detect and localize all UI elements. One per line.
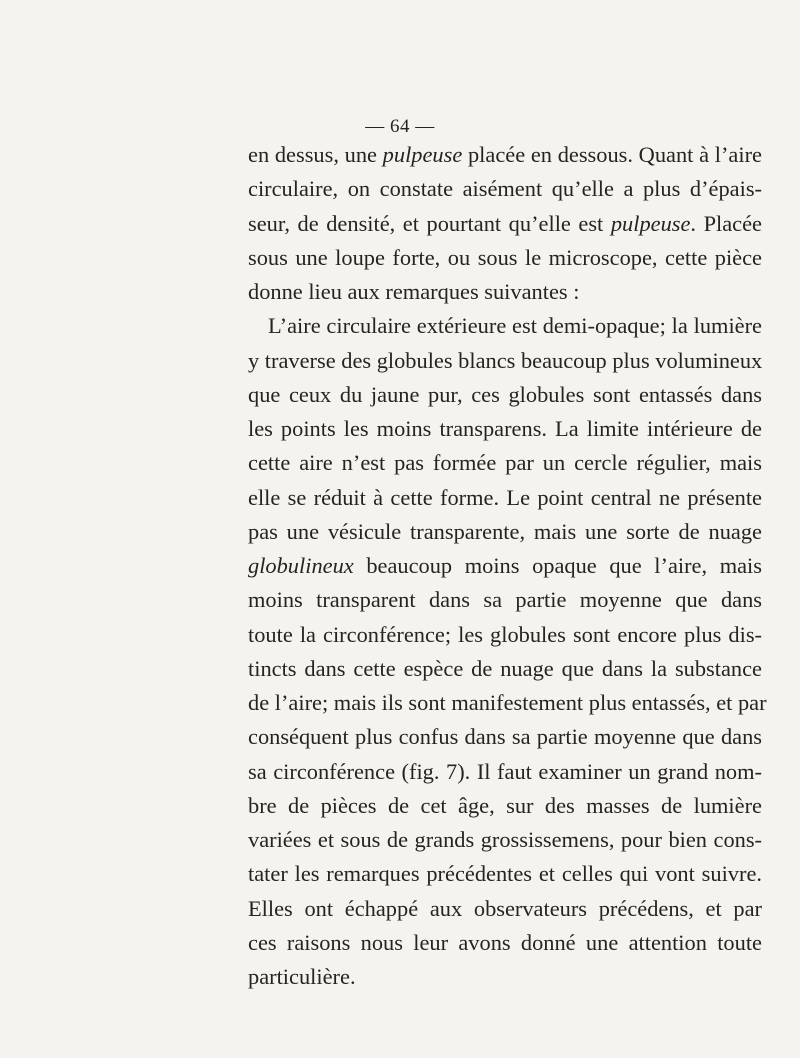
text-line [248, 481, 762, 515]
text-run: Elles ont échappé aux observateurs précédens, et par [248, 895, 762, 921]
text-run: tincts dans cette espèce de nuage que dans la substance [248, 655, 762, 681]
text-run: circulaire, on constate aisément qu’elle a plus d’épais- [248, 176, 762, 202]
text-run: L’aire circulaire extérieure est demi-opaque; la lumière [268, 313, 762, 339]
text-run: ces raisons nous leur avons donné une attention toute [248, 929, 762, 955]
text-run: tater les remarques précédentes et celles qui vont suivre. [248, 861, 762, 887]
text-line [248, 960, 762, 994]
text-line [248, 857, 762, 891]
text-line [248, 720, 762, 754]
text-line [248, 344, 762, 378]
text-line [248, 926, 762, 960]
text-run: elle se réduit à cette forme. Le point central ne présente [248, 484, 762, 510]
text-run: toute la circonférence; les globules sont encore plus dis- [248, 621, 762, 647]
text-line [248, 618, 762, 652]
text-run: placée en dessous. Quant à l’aire [462, 142, 762, 167]
text-run: moins transparent dans sa partie moyenne que dans [248, 587, 762, 613]
text-run: y traverse des globules blancs beaucoup plus volumineux [248, 347, 763, 373]
text-run: de l’aire; mais ils sont manifestement plus entassés, et par [248, 690, 767, 715]
italic-term: pulpeuse [610, 210, 691, 236]
text-run: bre de pièces de cet âge, sur des masses de lumière [248, 792, 762, 818]
text-line [248, 892, 762, 926]
text-run: en dessus, une [248, 142, 383, 167]
body-text [248, 138, 767, 994]
text-run: pas une vésicule transparente, mais une sorte de nuage [248, 518, 762, 544]
text-run: . Placée [690, 210, 762, 236]
italic-term: globulineux [248, 553, 354, 578]
text-line [248, 515, 762, 549]
text-line [248, 241, 762, 275]
text-line [248, 686, 767, 720]
text-line [248, 549, 762, 583]
text-run: donne lieu aux remarques suivantes : [248, 279, 580, 304]
text-run: cette aire n’est pas formée par un cercle régulier, mais [248, 450, 762, 476]
text-line [248, 275, 762, 309]
text-line [248, 378, 762, 412]
text-run: seur, de densité, et pourtant qu’elle est [248, 210, 611, 236]
text-run: les points les moins transparens. La limite intérieure de [248, 416, 762, 441]
text-run: beaucoup moins opaque que l’aire, mais [353, 553, 762, 578]
page-number: — 64 — [365, 116, 435, 137]
text-line [248, 755, 762, 789]
italic-term: pulpeuse [382, 142, 463, 167]
text-line [248, 823, 762, 857]
text-line [248, 138, 762, 172]
text-run: sous une loupe forte, ou sous le microscope, cette pièce [248, 244, 762, 270]
text-line [248, 412, 762, 446]
text-run: sa circonférence (fig. 7). Il faut examiner un grand nom- [248, 758, 762, 784]
text-run: que ceux du jaune pur, ces globules sont entassés dans [248, 381, 762, 407]
text-line [248, 309, 762, 343]
text-line [248, 207, 762, 241]
text-line [248, 789, 762, 823]
text-run: conséquent plus confus dans sa partie moyenne que dans [248, 724, 762, 750]
text-line [248, 172, 762, 206]
text-run: variées et sous de grands grossissemens, pour bien cons- [248, 827, 762, 852]
text-line [248, 652, 762, 686]
text-run: particulière. [248, 964, 356, 989]
text-line [248, 446, 762, 480]
text-line [248, 583, 762, 617]
